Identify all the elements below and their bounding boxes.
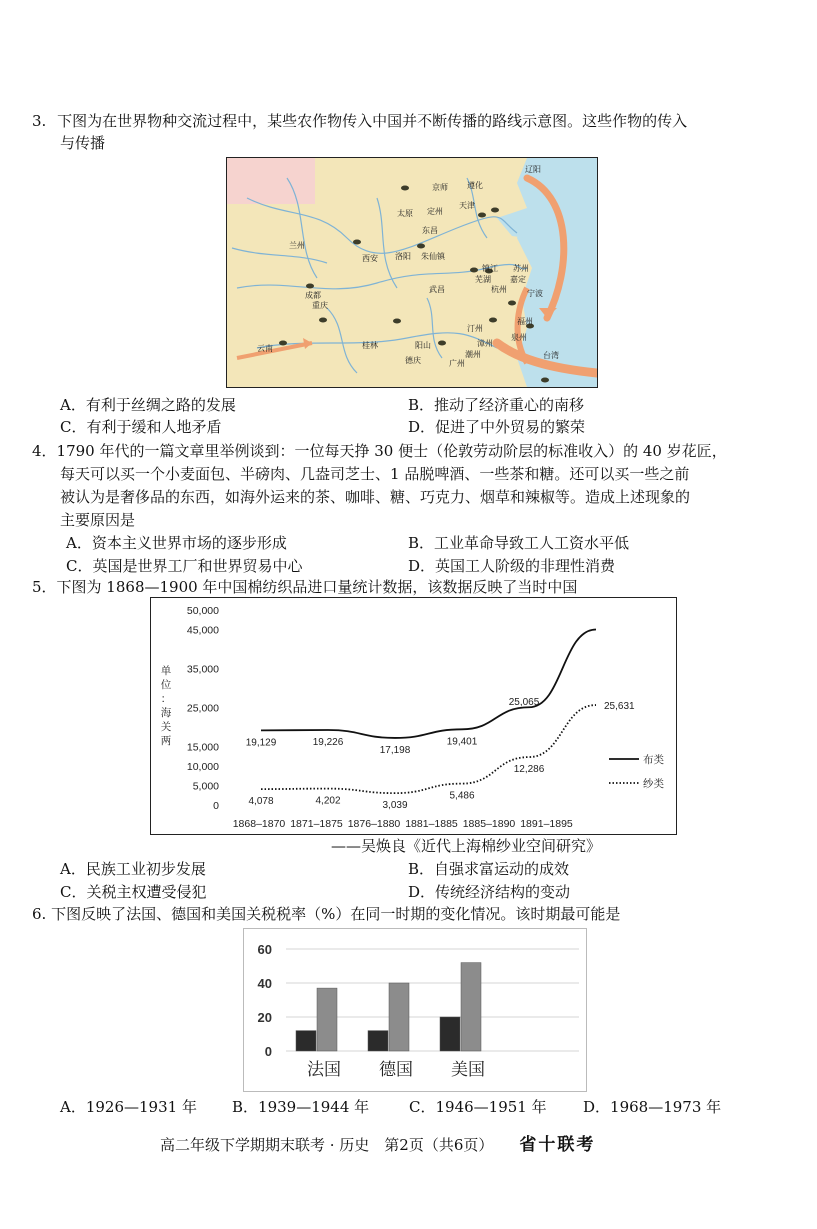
map-label: 桂林 (362, 341, 378, 350)
map-svg (227, 158, 597, 387)
q4-stem-line2: 每天可以买一个小麦面包、半磅肉、几盎司芝士、1 品脱啤酒、一些茶和糖。还可以买一些之前 (60, 465, 690, 483)
category-label: 法国 (307, 1060, 341, 1079)
x-tick-label: 1885–1890 (462, 818, 516, 830)
map-label: 兰州 (289, 241, 305, 250)
q4-option-a[interactable]: A．资本主义世界市场的逐步形成 (66, 534, 287, 552)
map-label: 台湾 (543, 351, 559, 360)
map-label: 天津 (459, 201, 475, 210)
footer-text: 高二年级下学期期末联考 · 历史 第2页（共6页） (160, 1136, 494, 1154)
y-tick-label: 15,000 (186, 741, 219, 754)
y-tick-label: 5,000 (192, 780, 219, 793)
q3-stem-line2: 与传播 (60, 134, 106, 152)
map-label: 重庆 (312, 301, 328, 310)
data-label: 17,198 (379, 744, 411, 756)
y-tick-label: 35,000 (186, 663, 219, 676)
crop-route-map (226, 157, 598, 388)
q3-option-d[interactable]: D．促进了中外贸易的繁荣 (408, 418, 586, 436)
bar (461, 963, 481, 1051)
series-line-0 (261, 630, 596, 738)
y-tick-label: 0 (213, 800, 219, 812)
map-label: 洛阳 (395, 252, 411, 261)
data-label: 4,078 (248, 796, 274, 808)
q5-option-b[interactable]: B．自强求富运动的成效 (408, 860, 570, 878)
map-label: 宁波 (527, 289, 543, 298)
data-label: 4,202 (315, 795, 341, 807)
q4-stem-line4: 主要原因是 (60, 511, 136, 529)
q5-stem: 5．下图为 1868—1900 年中国棉纺织品进口量统计数据，该数据反映了当时中国 (32, 578, 578, 596)
map-label: 福州 (517, 317, 533, 326)
map-label: 苏州 (513, 264, 529, 273)
tariff-bar-chart (243, 928, 587, 1092)
map-label: 广州 (449, 359, 465, 368)
map-label: 阳山 (415, 341, 431, 350)
q4-option-b[interactable]: B．工业革命导致工人工资水平低 (408, 534, 630, 552)
page-footer (160, 1130, 595, 1155)
line-chart-svg (151, 598, 676, 834)
map-label: 武昌 (429, 285, 445, 294)
q5-option-c[interactable]: C．关税主权遭受侵犯 (60, 883, 207, 901)
q5-option-d[interactable]: D．传统经济结构的变动 (408, 883, 571, 901)
q6-option-b[interactable]: B．1939—1944 年 (232, 1098, 370, 1116)
data-label: 19,226 (312, 737, 344, 749)
y-axis-label-char: 海 (160, 707, 172, 719)
bar (296, 1031, 316, 1051)
bar (389, 983, 409, 1051)
q3-number: 3. (32, 112, 47, 130)
x-tick-label: 1891–1895 (520, 818, 573, 830)
q4-option-d[interactable]: D．英国工人阶级的非理性消费 (408, 557, 616, 575)
cotton-import-line-chart (150, 597, 677, 835)
bar (368, 1031, 388, 1051)
bar-chart-svg (244, 929, 586, 1091)
data-label: 25,631 (604, 701, 635, 713)
q6-stem: 6. 下图反映了法国、德国和美国关税税率（%）在同一时期的变化情况。该时期最可能是 (32, 905, 621, 923)
y-tick-label: 45,000 (186, 624, 219, 637)
q5-option-a[interactable]: A．民族工业初步发展 (60, 860, 206, 878)
x-tick-label: 1876–1880 (347, 818, 401, 830)
map-label: 汀州 (467, 324, 483, 333)
map-label: 德庆 (405, 356, 421, 365)
map-label: 朱仙镇 (421, 252, 445, 261)
map-label: 辽阳 (525, 165, 541, 174)
data-label: 12,286 (513, 764, 545, 776)
map-label: 云南 (257, 344, 273, 353)
y-axis-label-char: 两 (160, 735, 172, 747)
x-tick-label: 1881–1885 (405, 818, 458, 830)
q3-option-b[interactable]: B．推动了经济重心的南移 (408, 396, 585, 414)
y-axis-label-char: 单 (160, 665, 172, 677)
q3-stem-line1 (32, 111, 687, 131)
q3-option-c[interactable]: C．有利于缓和人地矛盾 (60, 418, 222, 436)
y-axis-label-char: 位 (160, 679, 172, 691)
y-tick-label: 25,000 (186, 702, 219, 715)
y-axis-label-char: ： (160, 693, 172, 705)
y-tick-label: 60 (257, 942, 272, 957)
legend-label: 布类 (643, 754, 664, 766)
q3-stem-text: 下图为在世界物种交流过程中，某些农作物传入中国并不断传播的路线示意图。这些作物的传入 (57, 112, 688, 130)
q3-option-a[interactable]: A．有利于丝绸之路的发展 (60, 396, 236, 414)
map-label: 镇江 (482, 264, 498, 273)
map-label: 西安 (362, 254, 378, 263)
map-label: 成都 (305, 291, 321, 300)
map-label: 东昌 (422, 226, 438, 235)
data-label: 3,039 (382, 800, 408, 812)
q4-stem-line1: 4．1790 年代的一篇文章里举例谈到：一位每天挣 30 便士（伦敦劳动阶层的标准收入）的 40 岁花匠， (32, 442, 727, 460)
series-line-1 (261, 705, 596, 793)
map-label: 漳州 (477, 339, 493, 348)
data-label: 19,129 (245, 737, 277, 749)
map-label: 芜湖 (475, 275, 491, 284)
y-axis-label-char: 关 (160, 721, 172, 733)
category-label: 美国 (451, 1060, 485, 1079)
y-tick-label: 20 (257, 1010, 272, 1025)
x-tick-label: 1868–1870 (232, 818, 286, 830)
data-label: 5,486 (449, 790, 475, 802)
footer-brand: 省十联考 (519, 1135, 596, 1155)
map-label: 潮州 (465, 350, 481, 359)
y-tick-label: 0 (264, 1044, 272, 1059)
q6-option-c[interactable]: C．1946—1951 年 (409, 1098, 547, 1116)
y-tick-label: 10,000 (186, 761, 219, 773)
map-label: 太原 (397, 209, 413, 218)
map-label: 京师 (432, 183, 448, 192)
x-tick-label: 1871–1875 (290, 818, 343, 830)
bar (440, 1017, 460, 1051)
map-label: 泉州 (511, 333, 527, 342)
q5-source: ——吴焕良《近代上海棉纱业空间研究》 (331, 837, 602, 855)
q4-stem-line3: 被认为是奢侈品的东西，如海外运来的茶、咖啡、糖、巧克力、烟草和辣椒等。造成上述现象的 (60, 488, 691, 506)
q4-option-c[interactable]: C．英国是世界工厂和世界贸易中心 (66, 557, 303, 575)
data-label: 19,401 (446, 736, 478, 748)
y-tick-label: 40 (257, 976, 272, 991)
legend-label: 纱类 (643, 778, 664, 790)
y-tick-label: 50,000 (186, 605, 219, 617)
category-label: 德国 (379, 1060, 413, 1079)
map-label: 嘉定 (510, 275, 526, 284)
bar (317, 988, 337, 1051)
map-label: 杭州 (491, 285, 507, 294)
q6-option-d[interactable]: D．1968—1973 年 (583, 1098, 722, 1116)
q6-option-a[interactable]: A．1926—1931 年 (60, 1098, 197, 1116)
data-label: 25,065 (508, 697, 540, 709)
map-label: 定州 (427, 207, 443, 216)
map-label: 遵化 (467, 181, 483, 190)
